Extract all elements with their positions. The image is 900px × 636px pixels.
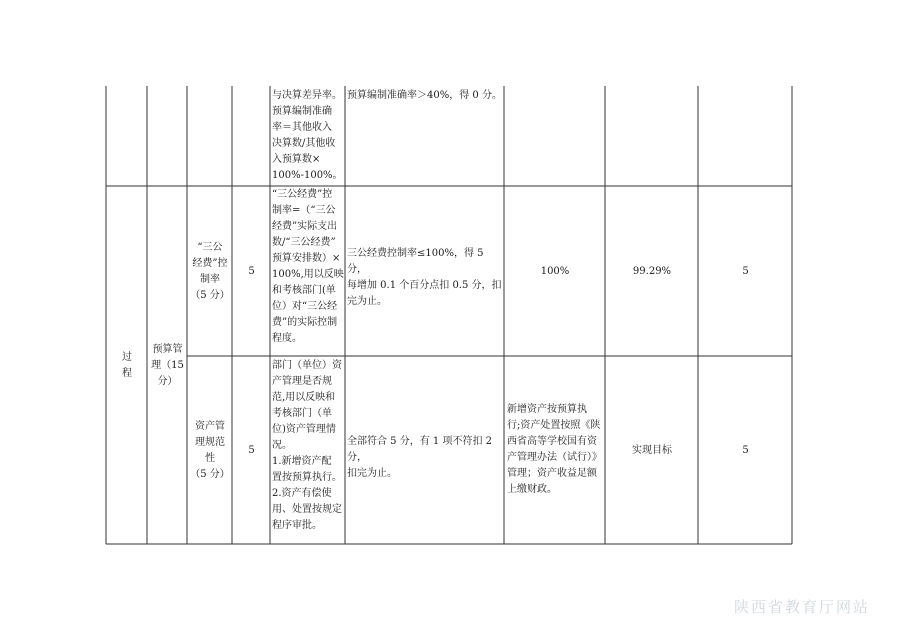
continued-standard-text: 预算编制准确率＞40%，得 0 分。 xyxy=(347,90,502,101)
score-asset: 5 xyxy=(742,444,749,456)
definition-asset: 部门（单位）资 产管理是否规 范,用以反映和 考核部门（单 位)资产管理情 况。 1.新增资产配 置按预算执行。 2.资产有偿使 用、处置按规定 程序审批。 xyxy=(272,360,342,531)
weight-asset: 5 xyxy=(248,444,255,456)
continued-formula-text: 与决算差异率。 预算编制准确 率＝其他收入 决算数/其他收 入预算数× 100%-100%。 xyxy=(272,90,343,181)
indicator-asset: 资产管 理规范 性 （5 分） xyxy=(190,420,230,480)
indicator-sangong: “三公 经费”控 制率 （5 分） xyxy=(190,241,230,301)
category-label: 预算管 理（15 分） xyxy=(151,343,184,387)
actual-sangong: 99.29% xyxy=(632,265,672,277)
standard-sangong: 三公经费控制率≤100%，得 5 分， 每增加 0.1 个百分点扣 0.5 分，扣 完为止。 xyxy=(347,248,502,307)
definition-sangong: “三公经费”控 制率=（“三公 经费”实际支出 数/“三公经费” 预算安排数）× 100%,用以反映 和考核部门(单 位）对“三公经 费”的实际控制 程度。 xyxy=(272,189,344,344)
section-label: 过 程 xyxy=(122,351,132,379)
score-sangong: 5 xyxy=(742,265,749,277)
target-asset: 新增资产按预算执 行;资产处置按照《陕 西省高等学校国有资 产管理办法（试行）》 管理；资产收益足额 上缴财政。 xyxy=(507,404,602,495)
weight-sangong: 5 xyxy=(248,265,255,277)
target-sangong: 100% xyxy=(540,265,570,277)
actual-asset: 实现目标 xyxy=(632,444,672,456)
standard-asset: 全部符合 5 分，有 1 项不符扣 2 分， 扣完为止。 xyxy=(347,436,492,479)
site-watermark: 陕西省教育厅网站 xyxy=(734,598,871,616)
